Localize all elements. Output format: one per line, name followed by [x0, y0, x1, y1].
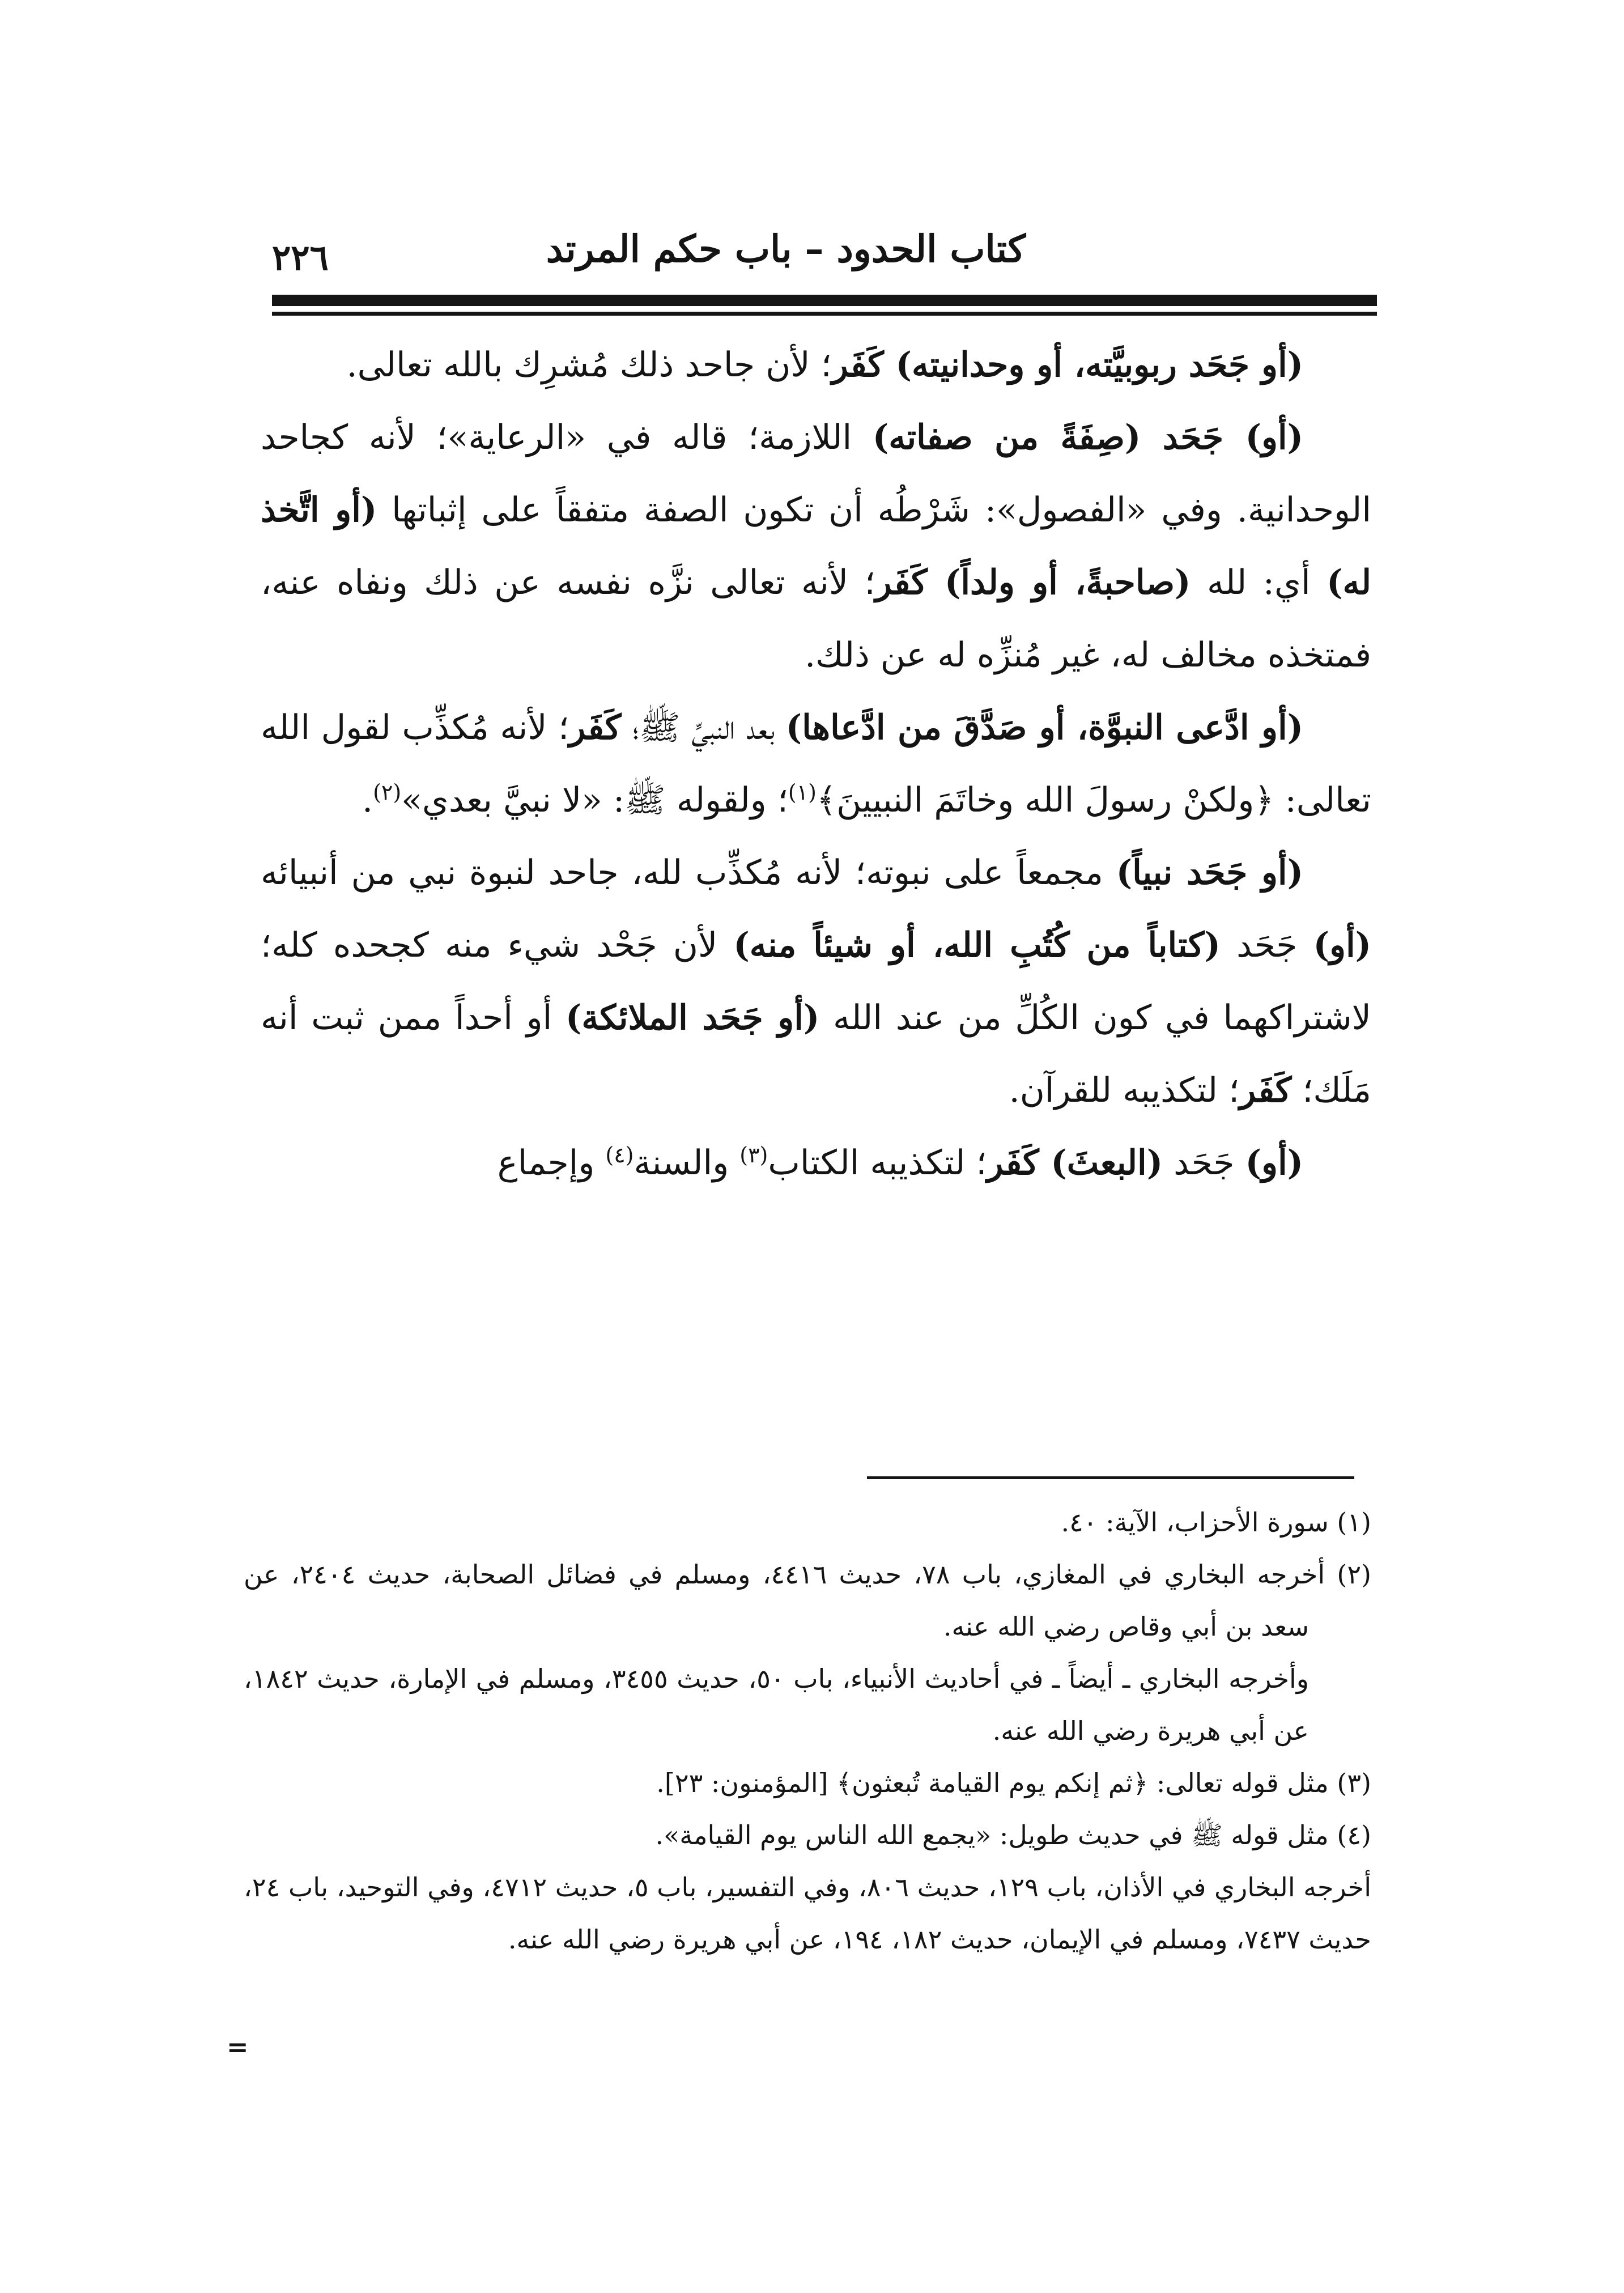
sharh-text: أو أحداً ممن ثبت أنه مَلَك؛ [261, 998, 1371, 1110]
sharh-text: والسنة [634, 1143, 740, 1183]
page-number: ٢٢٦ [272, 237, 329, 278]
footnote-text: مثل قوله تعالى: ﴿ثم إنكم يوم القيامة تُبعثون﴾ [المؤمنون: ٢٣]. [656, 1768, 1329, 1798]
paragraph-2 [261, 401, 1371, 691]
sharh-text: وإجماع [497, 1143, 606, 1183]
footnote-3 [244, 1757, 1371, 1809]
matn-text: (أو ادَّعى النبوَّة، أو صَدَّقَ من ادَّعاها) [785, 708, 1304, 748]
matn-text: (أو) [1245, 1143, 1303, 1183]
matn-text: كَفَر [569, 708, 622, 748]
sharh-text: أي: لله [1191, 563, 1327, 602]
footnote-text: أخرجه البخاري في المغازي، باب ٧٨، حديث ٤٤١٦، ومسلم في فضائل الصحابة، حديث ٢٤٠٤، عن سعد بن أبي وقاص رضي الله عنه. [244, 1559, 1325, 1642]
sharh-text: مجمعاً على نبوته؛ لأنه مُكذِّب لله، جاحد لنبوة نبي من أنبيائه [261, 853, 1116, 893]
main-text [261, 329, 1371, 1199]
footnote-text: سورة الأحزاب، الآية: ٤٠. [1061, 1507, 1329, 1538]
header-rule-thick [272, 295, 1377, 306]
footnote-number: (١) [1337, 1507, 1371, 1538]
matn-text: (أو جَحَد نبياً) [1116, 853, 1303, 893]
sharh-text: لأن جَحْد شيء منه كجحده كله؛ لاشتراكهما في كون الكُلِّ من عند الله [261, 925, 1372, 1038]
paragraph-1 [261, 329, 1371, 401]
footnote-number: (٣) [1337, 1768, 1371, 1798]
footnote-1 [244, 1496, 1371, 1548]
sharh-text: ؛ لتكذيبه الكتاب [768, 1143, 987, 1183]
matn-text: (البعثَ) كَفَر [987, 1143, 1163, 1183]
footnote-ref[interactable]: (١) [788, 780, 817, 805]
paragraph-5 [261, 1127, 1371, 1199]
running-header [266, 215, 1377, 278]
sharh-text: ؛ لأنه تعالى نزَّه نفسه عن ذلك ونفاه عنه، فمتخذه مخالف له، غير مُنزِّه له عن ذلك. [261, 563, 1371, 675]
matn-text: كَفَر [1239, 1071, 1292, 1110]
sharh-text: جَحَد [1163, 1143, 1245, 1183]
matn-text: (صاحبةً، أو ولداً) كَفَر [875, 563, 1191, 602]
matn-text: (أو جَحَد الملائكة) [566, 998, 820, 1038]
footnote-2 [244, 1548, 1371, 1653]
sharh-text: اللازمة؛ قاله في «الرعاية»؛ لأنه كجاحد الوحدانية. وفي «الفصول»: شَرْطُه أن تكون الصفة متفقاً على إثباتها [261, 418, 1371, 530]
sharh-text: جَحَد [1220, 925, 1313, 965]
sharh-text: ؛ ولقوله ﷺ: «لا نبيَّ بعدي» [401, 780, 788, 820]
sharh-text: بعد النبيِّ ﷺ؛ [621, 708, 786, 748]
footnote-4 [244, 1809, 1371, 1861]
footnote-text: مثل قوله ﷺ في حديث طويل: «يجمع الله الناس يوم القيامة». [655, 1820, 1329, 1850]
sharh-text: . [362, 780, 373, 820]
footnote-ref[interactable]: (٣) [739, 1143, 768, 1167]
footnote-ref[interactable]: (٢) [373, 780, 402, 805]
sharh-text: ؛ لتكذيبه للقرآن. [1009, 1071, 1240, 1110]
footnotes [244, 1496, 1371, 1965]
matn-text: (أو اتَّخذ له) [261, 490, 1371, 602]
footnote-ref[interactable]: (٤) [605, 1143, 634, 1167]
header-title: كتاب الحدود – باب حكم المرتد [546, 227, 1026, 271]
matn-text: (أو) [1313, 925, 1372, 965]
sharh-text: ؛ لأنه مُكذِّب لقول الله تعالى: ﴿ولكنْ رسولَ الله وخاتَمَ النبيينَ﴾ [261, 708, 1371, 820]
paragraph-4 [261, 836, 1371, 1127]
matn-text: (أو جَحَد ربوبيَّته، أو وحدانيته) كَفَر [831, 345, 1303, 385]
footnote-separator [867, 1476, 1354, 1479]
header-rule-thin [272, 312, 1377, 316]
footnote-4-continued: أخرجه البخاري في الأذان، باب ١٢٩، حديث ٨٠٦، وفي التفسير، باب ٥، حديث ٤٧١٢، وفي التوحيد، باب ٢٤، حديث ٧٤٣٧، ومسلم في الإيمان، حديث ١٨٢، ١٩٤، عن أبي هريرة رضي الله عنه. [244, 1872, 1371, 1955]
footnote-number: (٢) [1337, 1559, 1371, 1590]
matn-text: (كتاباً من كُتُبِ الله، أو شيئاً منه) [733, 925, 1221, 965]
matn-text: (أو) جَحَد (صِفَةً من صفاته) [872, 418, 1303, 457]
continuation-mark: = [227, 2032, 249, 2062]
footnote-number: (٤) [1337, 1820, 1371, 1850]
footnote-2-continued: وأخرجه البخاري ـ أيضاً ـ في أحاديث الأنبياء، باب ٥٠، حديث ٣٤٥٥، ومسلم في الإمارة، حديث ١٨٤٢، عن أبي هريرة رضي الله عنه. [244, 1663, 1310, 1746]
sharh-text: ؛ لأن جاحد ذلك مُشرِك بالله تعالى. [346, 345, 832, 385]
paragraph-3 [261, 691, 1371, 836]
